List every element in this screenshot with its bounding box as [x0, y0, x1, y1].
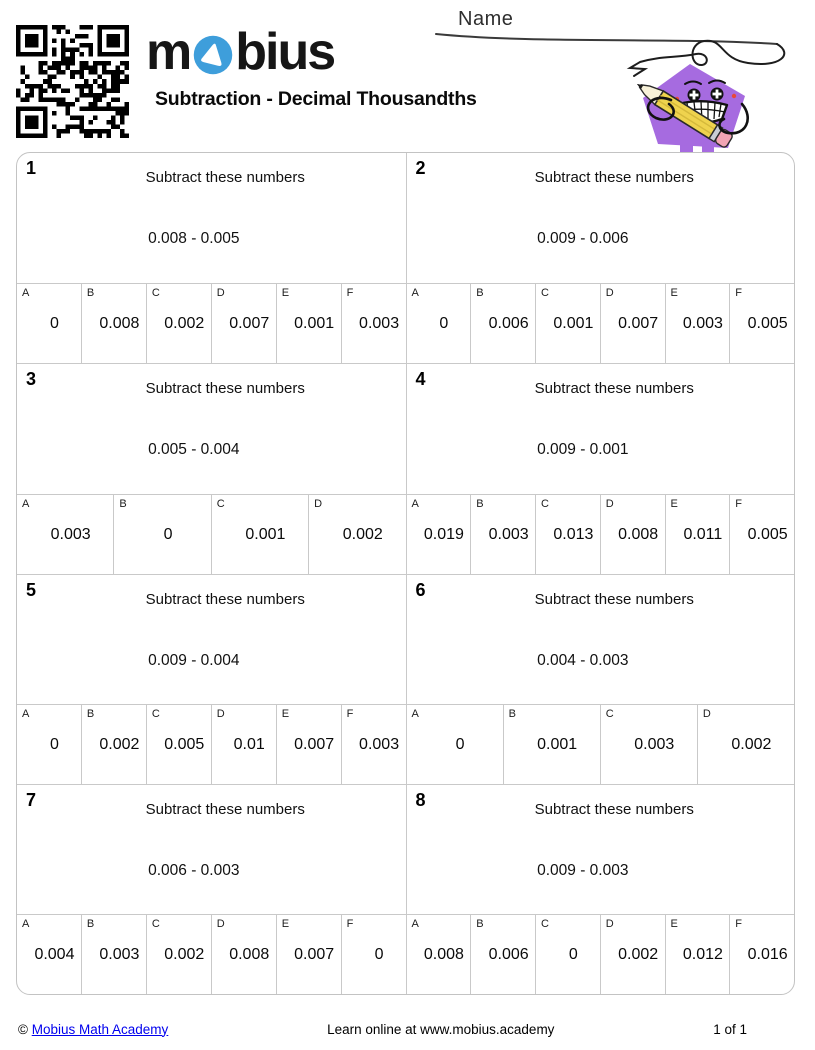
answer-choice[interactable] — [212, 284, 277, 363]
problem-cell — [406, 574, 795, 784]
answer-choices-row — [407, 494, 795, 574]
footer — [0, 1018, 815, 1040]
choice-value: 0.005 — [747, 315, 788, 333]
choice-letter: E — [281, 707, 290, 720]
answer-choice[interactable] — [212, 915, 277, 994]
problem-instruction: Subtract these numbers — [534, 380, 694, 398]
answer-choice[interactable] — [342, 284, 406, 363]
problem-number: 5 — [26, 579, 37, 600]
answer-choice[interactable] — [730, 915, 794, 994]
answer-choice[interactable] — [277, 284, 342, 363]
choice-letter: B — [476, 497, 484, 510]
choice-value: 0.004 — [34, 946, 75, 963]
choice-value: 0 — [50, 735, 59, 753]
scribble-line — [630, 41, 784, 76]
problem-cell — [406, 153, 795, 363]
choice-value: 0.006 — [488, 946, 529, 963]
choice-value: 0.007 — [229, 315, 270, 333]
choice-letter: D — [605, 287, 614, 300]
choice-value: 0.003 — [50, 525, 91, 543]
choice-letter: D — [216, 287, 225, 300]
choice-letter: F — [346, 287, 354, 300]
answer-choice[interactable] — [471, 495, 536, 574]
choice-value: 0.003 — [359, 315, 400, 333]
problem-number: 1 — [26, 158, 37, 178]
choice-value: 0.008 — [99, 315, 140, 333]
answer-choice[interactable] — [698, 705, 794, 784]
answer-choice[interactable] — [277, 705, 342, 784]
answer-choices-row — [17, 704, 406, 784]
choice-letter: B — [476, 287, 484, 300]
answer-choices-row — [407, 704, 795, 784]
choice-letter: B — [86, 918, 95, 930]
choice-value: 0.006 — [488, 315, 529, 333]
choice-letter: F — [346, 707, 354, 720]
choice-value: 0.002 — [618, 946, 659, 963]
choice-value: 0 — [50, 315, 59, 333]
answer-choice[interactable] — [471, 915, 536, 994]
mascot-area — [428, 0, 815, 158]
choice-value: 0.002 — [164, 315, 205, 333]
name-underline — [436, 34, 777, 44]
choice-letter: C — [605, 707, 614, 720]
mobius-logo — [146, 24, 334, 80]
choice-letter: A — [411, 707, 419, 720]
problem-instruction: Subtract these numbers — [534, 169, 694, 186]
problem-expression: 0.009 - 0.001 — [537, 441, 629, 459]
choice-value: 0.001 — [294, 315, 335, 333]
choice-letter: C — [151, 707, 160, 720]
mobius-academy-link[interactable]: Mobius Math Academy — [31, 1021, 169, 1037]
answer-choice[interactable] — [407, 705, 504, 784]
choice-value: 0.003 — [634, 735, 675, 753]
choice-value: 0 — [374, 946, 384, 963]
choice-value: 0.003 — [99, 946, 140, 963]
answer-choice[interactable] — [504, 705, 601, 784]
page-title: Subtraction - Decimal Thousandths — [155, 88, 477, 110]
answer-choice[interactable] — [82, 284, 147, 363]
choice-letter: D — [314, 497, 323, 510]
problem-instruction: Subtract these numbers — [145, 169, 305, 186]
answer-choice[interactable] — [212, 495, 309, 574]
choice-letter: D — [216, 707, 225, 720]
choice-value: 0.003 — [359, 735, 400, 753]
choice-value: 0.01 — [233, 735, 265, 753]
choice-value: 0.002 — [731, 735, 772, 753]
name-label: Name — [458, 8, 514, 30]
footer-learn-online: Learn online at www.mobius.academy — [327, 1021, 555, 1037]
choice-letter: A — [22, 918, 30, 930]
logo-text-m: m — [146, 23, 191, 81]
problem-instruction: Subtract these numbers — [145, 590, 305, 608]
problem-number: 7 — [26, 789, 37, 810]
copyright-symbol: © — [18, 1021, 28, 1037]
answer-choice[interactable] — [277, 915, 342, 994]
choice-value: 0 — [455, 735, 465, 753]
answer-choices-row — [17, 914, 406, 994]
choice-letter: A — [411, 287, 419, 300]
choice-value: 0.001 — [245, 525, 286, 543]
choice-letter: F — [735, 497, 742, 510]
answer-choice[interactable] — [17, 284, 82, 363]
mobius-swirl-icon — [192, 34, 234, 76]
choice-value: 0.016 — [747, 946, 788, 963]
choice-value: 0.007 — [618, 315, 659, 333]
choice-letter: F — [735, 918, 742, 930]
problem-expression: 0.009 - 0.006 — [537, 230, 629, 247]
choice-value: 0.003 — [682, 315, 723, 333]
answer-choice[interactable] — [17, 495, 114, 574]
answer-choice[interactable] — [147, 284, 212, 363]
choice-letter: A — [22, 287, 30, 300]
problem-cell — [17, 153, 406, 363]
answer-choice[interactable] — [147, 915, 212, 994]
choice-letter: D — [605, 497, 614, 510]
choice-value: 0.007 — [294, 735, 335, 753]
choice-letter: D — [702, 707, 711, 720]
answer-choice[interactable] — [666, 495, 731, 574]
choice-letter: E — [281, 918, 290, 930]
problem-number: 6 — [415, 579, 426, 600]
answer-choice[interactable] — [666, 915, 731, 994]
choice-value: 0.008 — [229, 946, 270, 963]
choice-letter: C — [151, 287, 160, 300]
choice-value: 0.003 — [488, 525, 529, 543]
choice-letter: C — [541, 918, 549, 930]
problem-instruction: Subtract these numbers — [534, 800, 694, 818]
choice-letter: B — [476, 918, 484, 930]
problem-cell — [17, 363, 406, 573]
problem-number: 4 — [415, 369, 426, 390]
problem-expression: 0.006 - 0.003 — [148, 861, 240, 879]
qr-code-icon — [16, 25, 129, 138]
choice-letter: A — [22, 707, 30, 720]
answer-choice[interactable] — [730, 495, 794, 574]
answer-choices-row — [407, 283, 795, 363]
choice-letter: B — [86, 287, 95, 300]
choice-letter: E — [281, 287, 290, 300]
answer-choice[interactable] — [342, 705, 406, 784]
answer-choice[interactable] — [471, 284, 536, 363]
choice-letter: C — [541, 287, 549, 300]
mascot-icon — [633, 64, 748, 156]
problem-instruction: Subtract these numbers — [534, 590, 694, 608]
answer-choice[interactable] — [114, 495, 211, 574]
choice-value: 0 — [439, 315, 449, 333]
problem-cell — [17, 784, 406, 994]
choice-value: 0.001 — [553, 315, 594, 333]
choice-value: 0.011 — [683, 525, 723, 543]
choice-letter: C — [216, 497, 225, 510]
choice-value: 0.002 — [342, 525, 383, 543]
answer-choice[interactable] — [82, 705, 147, 784]
problem-expression: 0.009 - 0.003 — [537, 861, 629, 879]
answer-choice[interactable] — [601, 284, 666, 363]
choice-value: 0.013 — [553, 525, 594, 543]
choice-value: 0 — [163, 525, 173, 543]
choice-letter: A — [411, 497, 419, 510]
choice-letter: E — [670, 287, 678, 300]
problem-number: 2 — [415, 158, 426, 178]
choice-letter: B — [86, 707, 95, 720]
answer-choice[interactable] — [309, 495, 405, 574]
problem-expression: 0.005 - 0.004 — [148, 441, 240, 459]
choice-letter: B — [119, 497, 127, 510]
answer-choices-row — [407, 914, 795, 994]
choice-value: 0 — [568, 946, 578, 963]
answer-choice[interactable] — [601, 495, 666, 574]
answer-choice[interactable] — [536, 284, 601, 363]
problem-expression: 0.009 - 0.004 — [148, 651, 240, 669]
problem-expression: 0.004 - 0.003 — [537, 651, 629, 669]
problem-instruction: Subtract these numbers — [145, 800, 305, 818]
choice-value: 0.001 — [537, 735, 578, 753]
problem-number: 8 — [415, 789, 426, 810]
choice-letter: A — [411, 918, 419, 930]
answer-choice[interactable] — [536, 915, 601, 994]
page-indicator: 1 of 1 — [713, 1021, 747, 1037]
choice-value: 0.008 — [618, 525, 659, 543]
problem-expression: 0.008 - 0.005 — [148, 230, 240, 247]
choice-value: 0.005 — [747, 525, 788, 543]
answer-choice[interactable] — [407, 495, 472, 574]
choice-letter: C — [151, 918, 160, 930]
answer-choice[interactable] — [147, 705, 212, 784]
choice-value: 0.012 — [682, 946, 723, 963]
answer-choice[interactable] — [407, 915, 472, 994]
answer-choices-row — [17, 494, 406, 574]
choice-value: 0.005 — [164, 735, 205, 753]
choice-letter: B — [508, 707, 516, 720]
choice-letter: F — [735, 287, 742, 300]
choice-letter: D — [605, 918, 614, 930]
answer-choice[interactable] — [212, 705, 277, 784]
problem-cell — [406, 363, 795, 573]
choice-letter: C — [541, 497, 549, 510]
problem-cell — [17, 574, 406, 784]
choice-value: 0.007 — [294, 946, 335, 963]
choice-letter: E — [670, 918, 678, 930]
choice-letter: D — [216, 918, 225, 930]
answer-choice[interactable] — [601, 705, 698, 784]
answer-choice[interactable] — [601, 915, 666, 994]
logo-text-bius: bius — [235, 23, 335, 81]
choice-letter: F — [346, 918, 354, 930]
answer-choices-row — [17, 283, 406, 363]
problem-instruction: Subtract these numbers — [145, 380, 305, 398]
answer-choice[interactable] — [536, 495, 601, 574]
choice-letter: A — [22, 497, 30, 510]
answer-choice[interactable] — [82, 915, 147, 994]
choice-value: 0.002 — [164, 946, 205, 963]
choice-letter: E — [670, 497, 678, 510]
answer-choice[interactable] — [407, 284, 472, 363]
choice-value: 0.002 — [99, 735, 140, 753]
worksheet-grid — [16, 152, 795, 995]
choice-value: 0.008 — [423, 946, 464, 963]
answer-choice[interactable] — [666, 284, 731, 363]
answer-choice[interactable] — [17, 705, 82, 784]
problem-cell — [406, 784, 795, 994]
problem-number: 3 — [26, 369, 37, 390]
choice-value: 0.019 — [423, 525, 464, 543]
answer-choice[interactable] — [17, 915, 82, 994]
answer-choice[interactable] — [342, 915, 406, 994]
footer-copyright — [0, 1022, 168, 1037]
answer-choice[interactable] — [730, 284, 794, 363]
